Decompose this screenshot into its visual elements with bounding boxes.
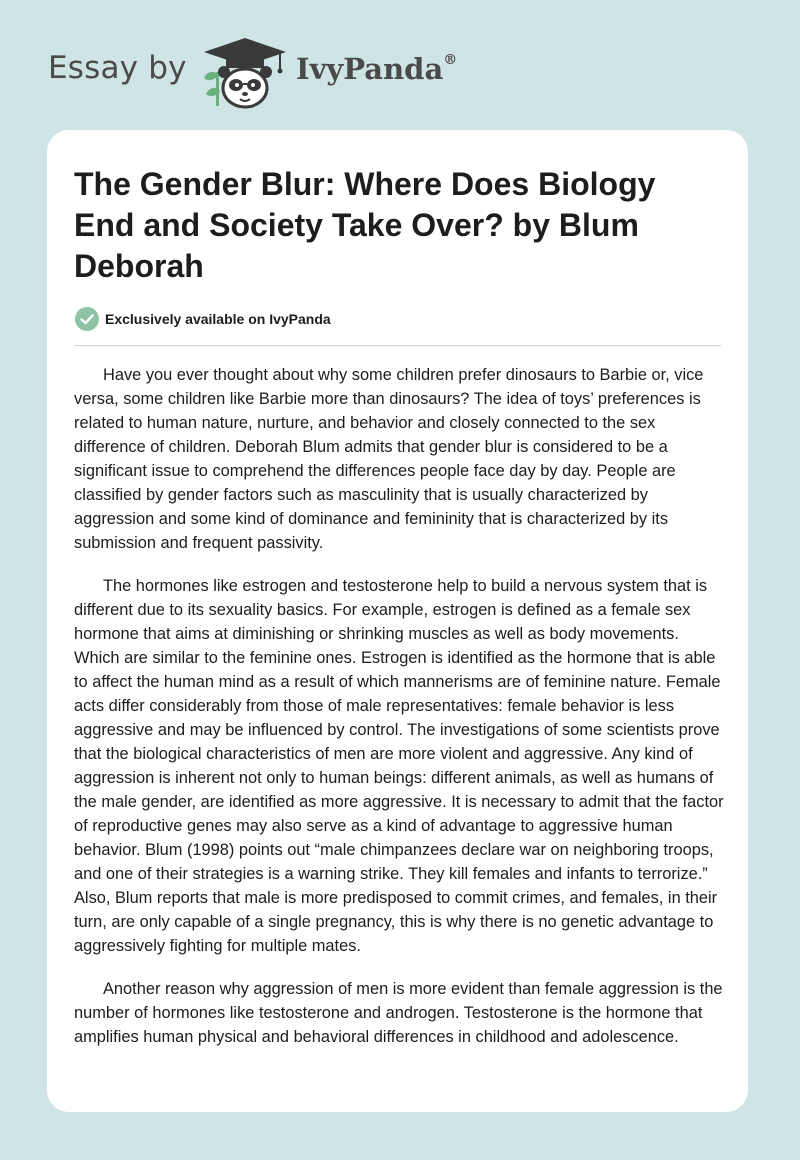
essay-paragraph: The hormones like estrogen and testosterone help to build a nervous system that is different due to its sexuality basics. For example, estrogen is defined as a female sex hormone that aims at diminishing or shrinking muscles as well as body movements. Which are similar to the feminine ones. Estrogen is identified as the hormone that is able to affect the human mind as a result of which mannerisms are of feminine nature. Female acts differ considerably from those of male representatives: female behavior is less aggressive and may be influenced by control. The investigations of some scientists prove that the biological characteristics of men are more violent and aggressive. Any kind of aggression is inherent not only to human beings: different animals, as well as humans of the male gender, are identified as more aggressive. It is necessary to admit that the factor of reproductive genes may also serve as a kind of advantage to aggressive human behavior. Blum (1998) points out “male chimpanzees declare war on neighboring troops, and one of their strategies is a warning strike. They kill females and infants to terrorize.” Also, Blum reports that male is more predisposed to commit crimes, and females, in their turn, are only capable of a single pregnancy, this is why there is no genetic advantage to aggressively fighting for multiple mates. [74,577,724,955]
exclusive-badge-label: Exclusively available on IvyPanda [105,311,331,327]
essay-paragraph: Another reason why aggression of men is more evident than female aggression is the number of hormones like testosterone and androgen. Testosterone is the hormone that amplifies human physical and behavioral differences in childhood and adolescence. [74,980,723,1046]
essay-title: The Gender Blur: Where Does Biology End and Society Take Over? by Blum Deborah [74,166,656,284]
exclusive-badge [75,306,331,332]
check-circle-icon [75,307,99,331]
registered-mark: ® [443,52,458,69]
essay-card [47,130,748,1112]
essay-by-label: Essay by [48,50,187,86]
title-divider [74,345,721,346]
essay-body [74,363,724,1068]
brand-name-text: IvyPanda [296,52,444,86]
essay-paragraph: Have you ever thought about why some children prefer dinosaurs to Barbie or, vice versa, some children like Barbie more than dinosaurs? The idea of toys’ preferences is related to human nature, nurture, and behavior and closely connected to the sex difference of children. Deborah Blum admits that gender blur is considered to be a significant issue to comprehend the differences people face day by day. People are classified by gender factors such as masculinity that is usually characterized by aggression and some kind of dominance and femininity that is characterized by its submission and frequent passivity. [74,366,704,552]
brand-name[interactable] [296,52,457,86]
panda-graduate-logo-icon[interactable] [200,36,290,110]
site-header [0,0,800,130]
